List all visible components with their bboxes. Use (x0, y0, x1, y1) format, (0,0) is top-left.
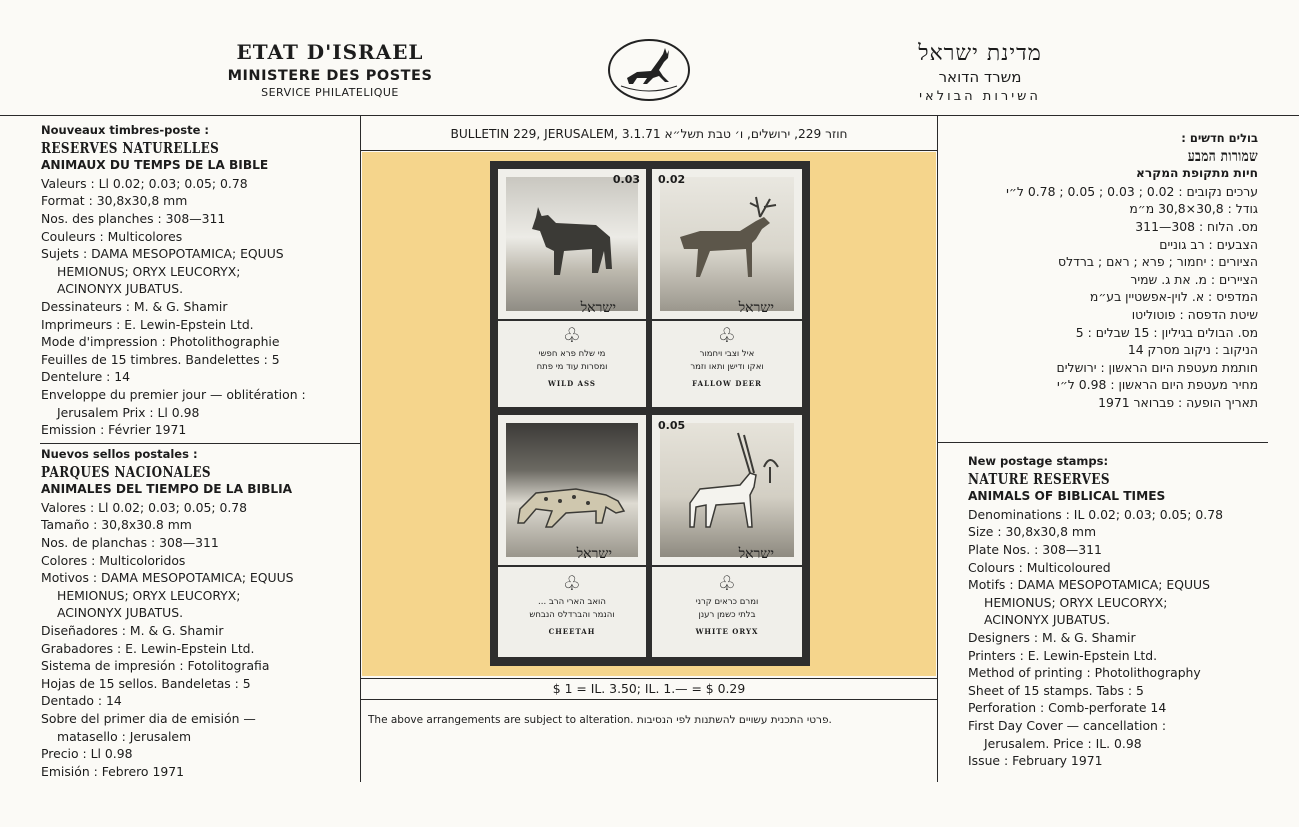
menorah-icon: ♧ (718, 323, 736, 347)
stamp-value: 0.05 (658, 419, 686, 432)
hebrew-line: המדפיס : א. לוין-אפשטיין בע״מ (1089, 289, 1258, 305)
stamp-country: ישראל (576, 546, 612, 562)
stamp-image (506, 423, 638, 557)
english-line: Colours : Multicoloured (968, 559, 1111, 575)
spanish-line: Valores : Ll 0.02; 0.03; 0.05; 0.78 (41, 499, 248, 515)
french-column (41, 122, 359, 439)
spanish-line: Emisión : Febrero 1971 (41, 763, 184, 779)
spanish-line: Sobre del primer dia de emisión — (41, 710, 256, 726)
french-line: Jerusalem Prix : Ll 0.98 (57, 404, 200, 420)
english-line: Denominations : IL 0.02; 0.03; 0.05; 0.78 (968, 506, 1223, 522)
hebrew-line: גודל : 30,8×30,8 מ״מ (1129, 201, 1258, 217)
hebrew-subtitle: חיות מתקופת המקרא (1136, 166, 1258, 181)
french-line: Emission : Février 1971 (41, 422, 187, 438)
right-divider (937, 115, 938, 782)
spanish-line: Diseñadores : M. & G. Shamir (41, 622, 224, 638)
french-line: Enveloppe du premier jour — oblitération : (41, 386, 306, 402)
tab-english: WILD ASS (548, 379, 596, 388)
french-line: Dentelure : 14 (41, 369, 131, 385)
rate-rule-bottom (361, 699, 937, 700)
english-line: Size : 30,8x30,8 mm (968, 524, 1097, 540)
hebrew-section-title: שמורות המבע (1187, 146, 1258, 165)
tab-fallow-deer (652, 321, 802, 407)
menorah-icon: ♧ (563, 571, 581, 595)
french-line: ACINONYX JUBATUS. (57, 281, 184, 297)
spanish-section-title: PARQUES NACIONALES (41, 462, 211, 481)
tab-hebrew: והנמר והברדלס הנבחש (529, 610, 615, 620)
hebrew-line: הצבעים : רב גוניים (1159, 236, 1258, 252)
tab-hebrew: בלתי כשמן רענן (698, 610, 756, 620)
french-line: Couleurs : Multicolores (41, 228, 183, 244)
tab-wild-ass (498, 321, 646, 407)
french-line: HEMIONUS; ORYX LEUCORYX; (57, 263, 241, 279)
header-service-fr: SERVICE PHILATELIQUE (261, 86, 399, 99)
left-section-rule (40, 443, 360, 444)
menorah-icon: ♧ (563, 323, 581, 347)
tab-white-oryx (652, 567, 802, 657)
header-title-he: מדינת ישראל (918, 41, 1042, 66)
english-line: HEMIONUS; ORYX LEUCORYX; (984, 594, 1168, 610)
english-line: Motifs : DAMA MESOPOTAMICA; EQUUS (968, 577, 1210, 593)
french-section-title: RESERVES NATURELLES (41, 138, 220, 157)
tab-hebrew: מי שלח פרא חפשי (538, 349, 606, 359)
tab-hebrew: איל וצבי ויחמור (699, 349, 755, 359)
hebrew-line: חותמת מעטפת היום הראשון : ירושלים (1056, 359, 1258, 375)
english-line: Designers : M. & G. Shamir (968, 629, 1136, 645)
french-line: Dessinateurs : M. & G. Shamir (41, 298, 228, 314)
spanish-line: matasello : Jerusalem (57, 728, 192, 744)
header-title-fr: ETAT D'ISRAEL (236, 40, 424, 64)
english-line: Issue : February 1971 (968, 753, 1103, 769)
stamp-country: ישראל (738, 546, 774, 562)
english-line: First Day Cover — cancellation : (968, 717, 1166, 733)
menorah-icon: ♧ (718, 571, 736, 595)
stamp-value: 0.03 (612, 173, 640, 186)
spanish-subtitle: ANIMALES DEL TIEMPO DE LA BIBLIA (41, 482, 293, 497)
bulletin-rule (361, 150, 937, 151)
tab-hebrew: ומרם כראים קרני (695, 597, 759, 607)
stamp-image (660, 423, 794, 557)
spanish-label: Nuevos sellos postales : (41, 447, 198, 461)
tab-hebrew: ומסרות עוד מי פתח (536, 362, 608, 372)
tab-cheetah (498, 567, 646, 657)
french-line: Nos. des planches : 308—311 (41, 210, 226, 226)
tab-english: WHITE ORYX (695, 627, 759, 636)
stamp-country: ישראל (580, 300, 616, 316)
hebrew-line: הניקוב : ניקוב מסרק 14 (1127, 342, 1258, 358)
hebrew-line: מחיר מעטפת היום הראשון : 0.98 ל״י (1057, 377, 1258, 393)
french-line: Valeurs : Ll 0.02; 0.03; 0.05; 0.78 (41, 175, 248, 191)
hebrew-column (940, 130, 1258, 412)
french-line: Feuilles de 15 timbres. Bandelettes : 5 (41, 351, 280, 367)
stamp-fallow-deer (652, 169, 802, 319)
english-line: Sheet of 15 stamps. Tabs : 5 (968, 682, 1144, 698)
header-hebrew (860, 40, 1100, 104)
post-emblem-logo (607, 38, 691, 102)
left-divider (360, 115, 361, 782)
stamp-sheet (490, 161, 810, 666)
white-oryx-icon (660, 423, 794, 557)
hebrew-label: בולים חדשים : (1181, 131, 1258, 145)
english-label: New postage stamps: (968, 454, 1109, 468)
english-line: Perforation : Comb-perforate 14 (968, 700, 1167, 716)
wild-ass-icon (506, 177, 638, 311)
header-service-he: השירות הבולאי (919, 89, 1041, 104)
hebrew-line: מס. הלוח : 308—311 (1135, 218, 1258, 234)
spanish-line: Tamaño : 30,8x30.8 mm (41, 517, 192, 533)
top-rule (0, 115, 1299, 116)
spanish-column (41, 446, 359, 780)
hebrew-line: מס. הבולים בגיליון : 15 שבלים : 5 (1075, 324, 1258, 340)
english-section-title: NATURE RESERVES (968, 469, 1110, 488)
header-ministry-fr: MINISTERE DES POSTES (227, 68, 433, 84)
spanish-line: Nos. de planchas : 308—311 (41, 534, 219, 550)
cheetah-icon (506, 423, 638, 557)
hebrew-line: שיטת הדפסה : פוטוליטו (1131, 306, 1258, 322)
spanish-line: HEMIONUS; ORYX LEUCORYX; (57, 587, 241, 603)
hebrew-line: ערכים נקובים : 0.02 ; 0.03 ; 0.05 ; 0.78 ל״י (1006, 183, 1258, 199)
hebrew-line: הציורים : יחמור ; פרא ; ראם ; ברדלס (1058, 254, 1258, 270)
header-french (180, 40, 480, 99)
stamp-wild-ass (498, 169, 646, 319)
hebrew-line: תאריך הופעה : פברואר 1971 (1098, 394, 1258, 410)
spanish-line: Sistema de impresión : Fotolitografia (41, 658, 270, 674)
tab-english: FALLOW DEER (692, 379, 762, 388)
alteration-note: The above arrangements are subject to alteration. פרטי התכנית עשויים להשתנות לפי הנסיבות. (368, 714, 832, 726)
tab-hebrew: הואב הארי הרב ... (538, 597, 606, 607)
header-ministry-he: משרד הדואר (938, 68, 1022, 86)
english-line: Plate Nos. : 308—311 (968, 541, 1102, 557)
english-line: Printers : E. Lewin-Epstein Ltd. (968, 647, 1158, 663)
deer-emblem-icon (607, 38, 691, 102)
stamp-country: ישראל (738, 300, 774, 316)
french-label: Nouveaux timbres-poste : (41, 123, 209, 137)
stamp-image (660, 177, 794, 311)
tab-hebrew: ואקו ודישן ותאו וזמר (690, 362, 764, 372)
french-subtitle: ANIMAUX DU TEMPS DE LA BIBLE (41, 158, 269, 173)
french-line: Format : 30,8x30,8 mm (41, 193, 188, 209)
english-subtitle: ANIMALS OF BIBLICAL TIMES (968, 489, 1166, 504)
english-column (968, 453, 1286, 770)
spanish-line: ACINONYX JUBATUS. (57, 605, 184, 621)
tab-english: CHEETAH (548, 627, 596, 636)
spanish-line: Colores : Multicoloridos (41, 552, 186, 568)
french-line: Mode d'impression : Photolithographie (41, 334, 280, 350)
english-line: ACINONYX JUBATUS. (984, 612, 1111, 628)
hebrew-line: הציירים : מ. את ג. שמיר (1130, 271, 1258, 287)
exchange-rate: $ 1 = IL. 3.50; IL. 1.— = $ 0.29 (552, 681, 746, 696)
bulletin-line: BULLETIN 229, JERUSALEM, 3.1.71 חוזר 229, ירושלים, ו׳ טבת תשל״א (450, 127, 848, 141)
fallow-deer-icon (660, 177, 794, 311)
french-line: Imprimeurs : E. Lewin-Epstein Ltd. (41, 316, 254, 332)
english-line: Method of printing : Photolithography (968, 665, 1201, 681)
stamp-value: 0.02 (658, 173, 686, 186)
spanish-line: Motivos : DAMA MESOPOTAMICA; EQUUS (41, 570, 294, 586)
spanish-line: Dentado : 14 (41, 693, 122, 709)
right-section-rule (938, 442, 1268, 443)
french-line: Sujets : DAMA MESOPOTAMICA; EQUUS (41, 246, 284, 262)
stamp-white-oryx (652, 415, 802, 565)
stamp-cheetah (498, 415, 646, 565)
stamp-image (506, 177, 638, 311)
spanish-line: Hojas de 15 sellos. Bandeletas : 5 (41, 675, 251, 691)
spanish-line: Precio : Ll 0.98 (41, 746, 133, 762)
spanish-line: Grabadores : E. Lewin-Epstein Ltd. (41, 640, 255, 656)
english-line: Jerusalem. Price : IL. 0.98 (984, 735, 1142, 751)
